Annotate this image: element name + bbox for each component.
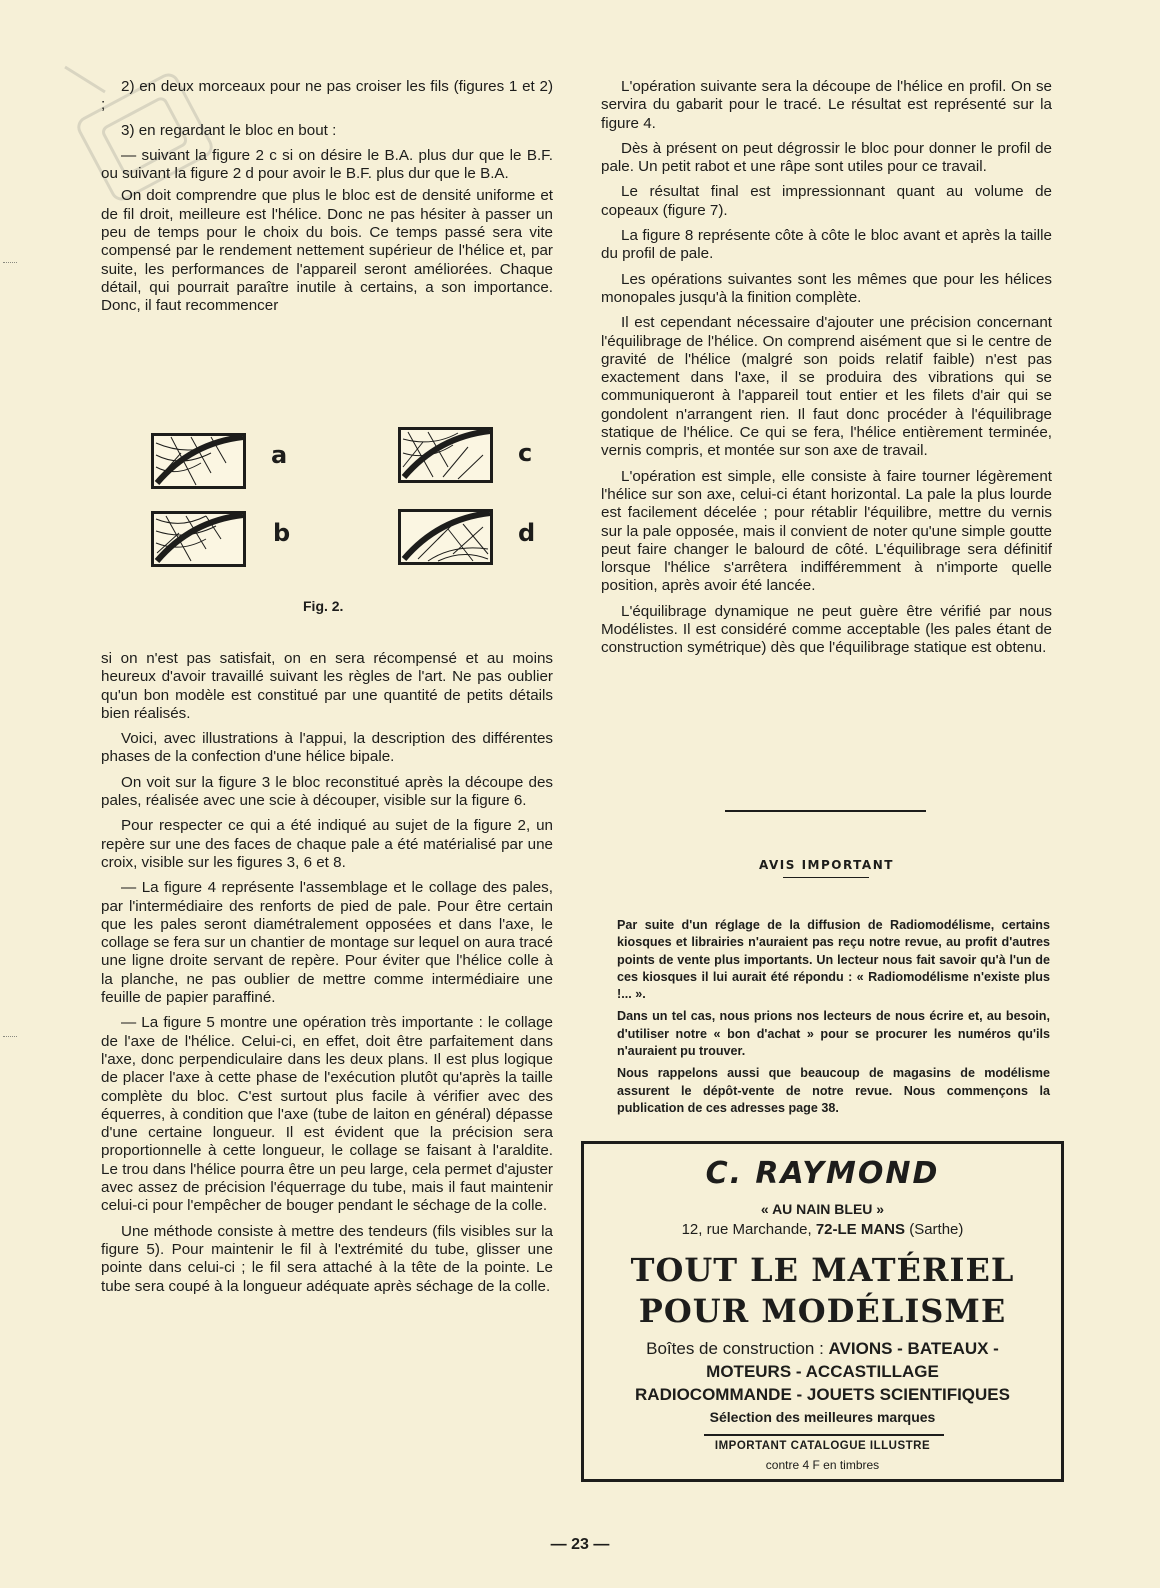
section-divider [725,810,926,812]
paragraph: L'opération suivante sera la découpe de l'hélice en profil. On se servira du gabarit pour le tracé. Le résultat est représenté sur la figure 4. [601,78,1052,132]
figure-label-b: b [273,519,291,547]
scan-margin-mark [3,262,17,265]
figure-2c-diagram [398,427,493,483]
notice-paragraph: Dans un tel cas, nous prions nos lecteurs de nous écrire et, au besoin, d'utiliser notre « bon d'achat » pour se procurer les numéros qu'ils n'auraient pu trouver. [617,1009,1050,1059]
paragraph: On voit sur la figure 3 le bloc reconstitué après la découpe des pales, réalisée avec une scie à découper, visible sur la figure 6. [101,773,553,810]
figure-caption: Fig. 2. [303,598,344,614]
ad-catalogue: IMPORTANT CATALOGUE ILLUSTRE [714,1440,931,1452]
ad-product-items: AVIONS - BATEAUX - [828,1339,999,1358]
ad-headline-1: TOUT LE MATÉRIEL [630,1251,1015,1289]
paragraph: La figure 8 représente côte à côte le bloc avant et après la taille du profil de pale. [601,227,1052,263]
notice-title-underline [783,877,869,878]
ad-shop-name: « AU NAIN BLEU » [760,1201,885,1217]
ad-selection: Sélection des meilleures marques [709,1409,936,1425]
notice-title: AVIS IMPORTANT [759,858,894,872]
right-column [601,78,1052,665]
paragraph: Dès à présent on peut dégrossir le bloc pour donner le profil de pale. Un petit rabot et une râpe sont utiles pour ce travail. [601,139,1052,176]
ad-headline-2: POUR MODÉLISME [638,1292,1007,1330]
ad-product-line-2: MOTEURS - ACCASTILLAGE [706,1362,939,1381]
ad-address-region: (Sarthe) [909,1221,964,1238]
figure-label-d: d [518,519,536,547]
paragraph: L'équilibrage dynamique ne peut guère être vérifié par nous Modélistes. Il est considéré comme acceptable (les pales étant de construction symétrique) dès que l'équilibrage statique est obtenu. [601,602,1052,657]
paragraph: Il est cependant nécessaire d'ajouter une précision concernant l'équilibrage de l'hélice. On comprend aisément que si le centre de gravité de l'hélice (malgré son poids relatif faible) n'est pas exactement dans l'axe, il se produira des vibrations qui se communiqueront à l'appareil tout entier et les filets d'air qui se gondolent n'arrangent rien. Il faut donc procéder à l'équilibrage statique de l'hélice. Ce qui se fera, l'hélice entièrement terminée, vernis compris, et montée sur son axe de travail. [601,314,1052,460]
figure-2d-diagram [398,509,493,565]
ad-address-street: 12, rue Marchande, [681,1221,812,1238]
paragraph: — La figure 5 montre une opération très importante : le collage de l'axe de l'hélice. Celui-ci, en effet, doit être parfaitement dans l'axe, donc perpendiculaire dans les deux plans. Il est plus logique de placer l'axe à cette phase de l'exécution plutôt qu'après la taille complète du bloc. C'est surtout plus facile à vérifier avec des équerres, à condition que l'axe (tube de laiton en général) dépasse d'une certaine longueur. Il est évident que la précision sera proportionnelle à cette longueur, le collage se faisant à l'araldite. Le trou dans l'hélice pourra être un peu large, cela permet d'ajuster avec assez de précision l'équerrage du tube, mais il faut maintenir celui-ci pour l'empêcher de bouger pendant le séchage de la colle. [101,1014,553,1215]
ad-divider [704,1434,944,1436]
paragraph: On doit comprendre que plus le bloc est de densité uniforme et de fil droit, meilleure est l'hélice. Donc ne pas hésiter à passer un peu de temps pour le choix du bois. Ce temps passé sera vite compensé par le rendement nettement supérieur de l'hélice et, par suite, les performances de l'appareil seront améliorées. Chaque détail, qui pourrait paraître inutile à certains, a son importance. Donc, il faut recommencer [101,187,553,315]
paragraph: Le résultat final est impressionnant quant au volume de copeaux (figure 7). [601,183,1052,219]
paragraph: L'opération est simple, elle consiste à faire tourner légèrement l'hélice sur son axe, celui-ci étant horizontal. La pale la plus lourde est facilement décelée ; pour rétablir l'équilibre, mettre du vernis sur la pale opposée, mais il convient de noter qu'une simple goutte peut faire changer le balourd de côté. L'équilibrage sera définitif lorsque l'hélice s'arrêtera indifféremment à n'importe quelle position, après avoir été lancée. [601,467,1052,595]
scan-margin-mark [3,1036,17,1039]
paragraph: Voici, avec illustrations à l'appui, la description des différentes phases de la confection d'une hélice bipale. [101,730,553,766]
figure-2a-diagram [151,433,246,489]
ad-address-city: 72-LE MANS [815,1221,906,1238]
figure-label-a: a [271,441,288,469]
paragraph: — La figure 4 représente l'assemblage et le collage des pales, par l'intermédiaire des renforts de pied de pale. Pour être certain que les pales seront diamétralement opposées et dans l'axe, le collage se fera sur un chantier de montage sur lequel on aura tracé une ligne droite servant de repère. Pour éviter que l'hélice colle à la planche, ne pas oublier de mettre comme intermédiaire une feuille de papier paraffiné. [101,879,553,1007]
paragraph: si on n'est pas satisfait, on en sera récompensé et au moins heureux d'avoir travaillé suivant les règles de l'art. Ne pas oublier qu'un bon modèle est constitué par une quantité de petits détails bien réalisés. [101,650,553,722]
left-column-upper [101,78,553,323]
ad-product-line-3: RADIOCOMMANDE - JOUETS SCIENTIFIQUES [635,1385,1010,1404]
figure-2b-diagram [151,511,246,567]
notice-body [617,917,1050,1122]
left-column-lower [101,650,553,1303]
ad-company-name: C. RAYMOND [705,1156,940,1191]
ad-product-line-1 [584,1339,1061,1359]
raymond-advertisement [581,1141,1064,1482]
figure-2 [145,425,536,620]
paragraph: 3) en regardant le bloc en bout : [121,121,337,139]
paragraph: 2) en deux morceaux pour ne pas croiser les fils (figures 1 et 2) ; [101,78,553,114]
paragraph: Les opérations suivantes sont les mêmes que pour les hélices monopales jusqu'à la finition complète. [601,270,1052,306]
ad-catalogue-price: contre 4 F en timbres [765,1458,880,1472]
notice-paragraph: Par suite d'un réglage de la diffusion de Radiomodélisme, certains kiosques et librairies n'auraient pas reçu notre revue, au profit d'autres points de vente plus importants. Un lecteur nous fait savoir qu'à l'un de ces kiosques il lui aurait été répondu : « Radiomodélisme n'existe plus !... ». [617,918,1050,1002]
ad-product-prefix: Boîtes de construction : [646,1339,824,1358]
ad-address [584,1221,1061,1238]
page-number: — 23 — [550,1536,610,1553]
paragraph: — suivant la figure 2 c si on désire le B.A. plus dur que le B.F. ou suivant la figure 2 d pour avoir le B.F. plus dur que le B.A. [101,146,553,183]
figure-label-c: c [518,439,533,467]
paragraph: Une méthode consiste à mettre des tendeurs (fils visibles sur la figure 5). Pour maintenir le fil à l'extrémité du tube, glisser une pointe dans celui-ci ; le fil sera attaché à la tête de la pointe. Le tube sera coupé à la longueur adéquate après séchage de la colle. [101,1222,553,1295]
paragraph: Pour respecter ce qui a été indiqué au sujet de la figure 2, un repère sur une des faces de chaque pale a été matérialisé par une croix, visible sur les figures 3, 6 et 8. [101,817,553,871]
notice-paragraph: Nous rappelons aussi que beaucoup de magasins de modélisme assurent le dépôt-vente de notre revue. Nous commençons la publication de ces adresses page 38. [617,1066,1050,1115]
